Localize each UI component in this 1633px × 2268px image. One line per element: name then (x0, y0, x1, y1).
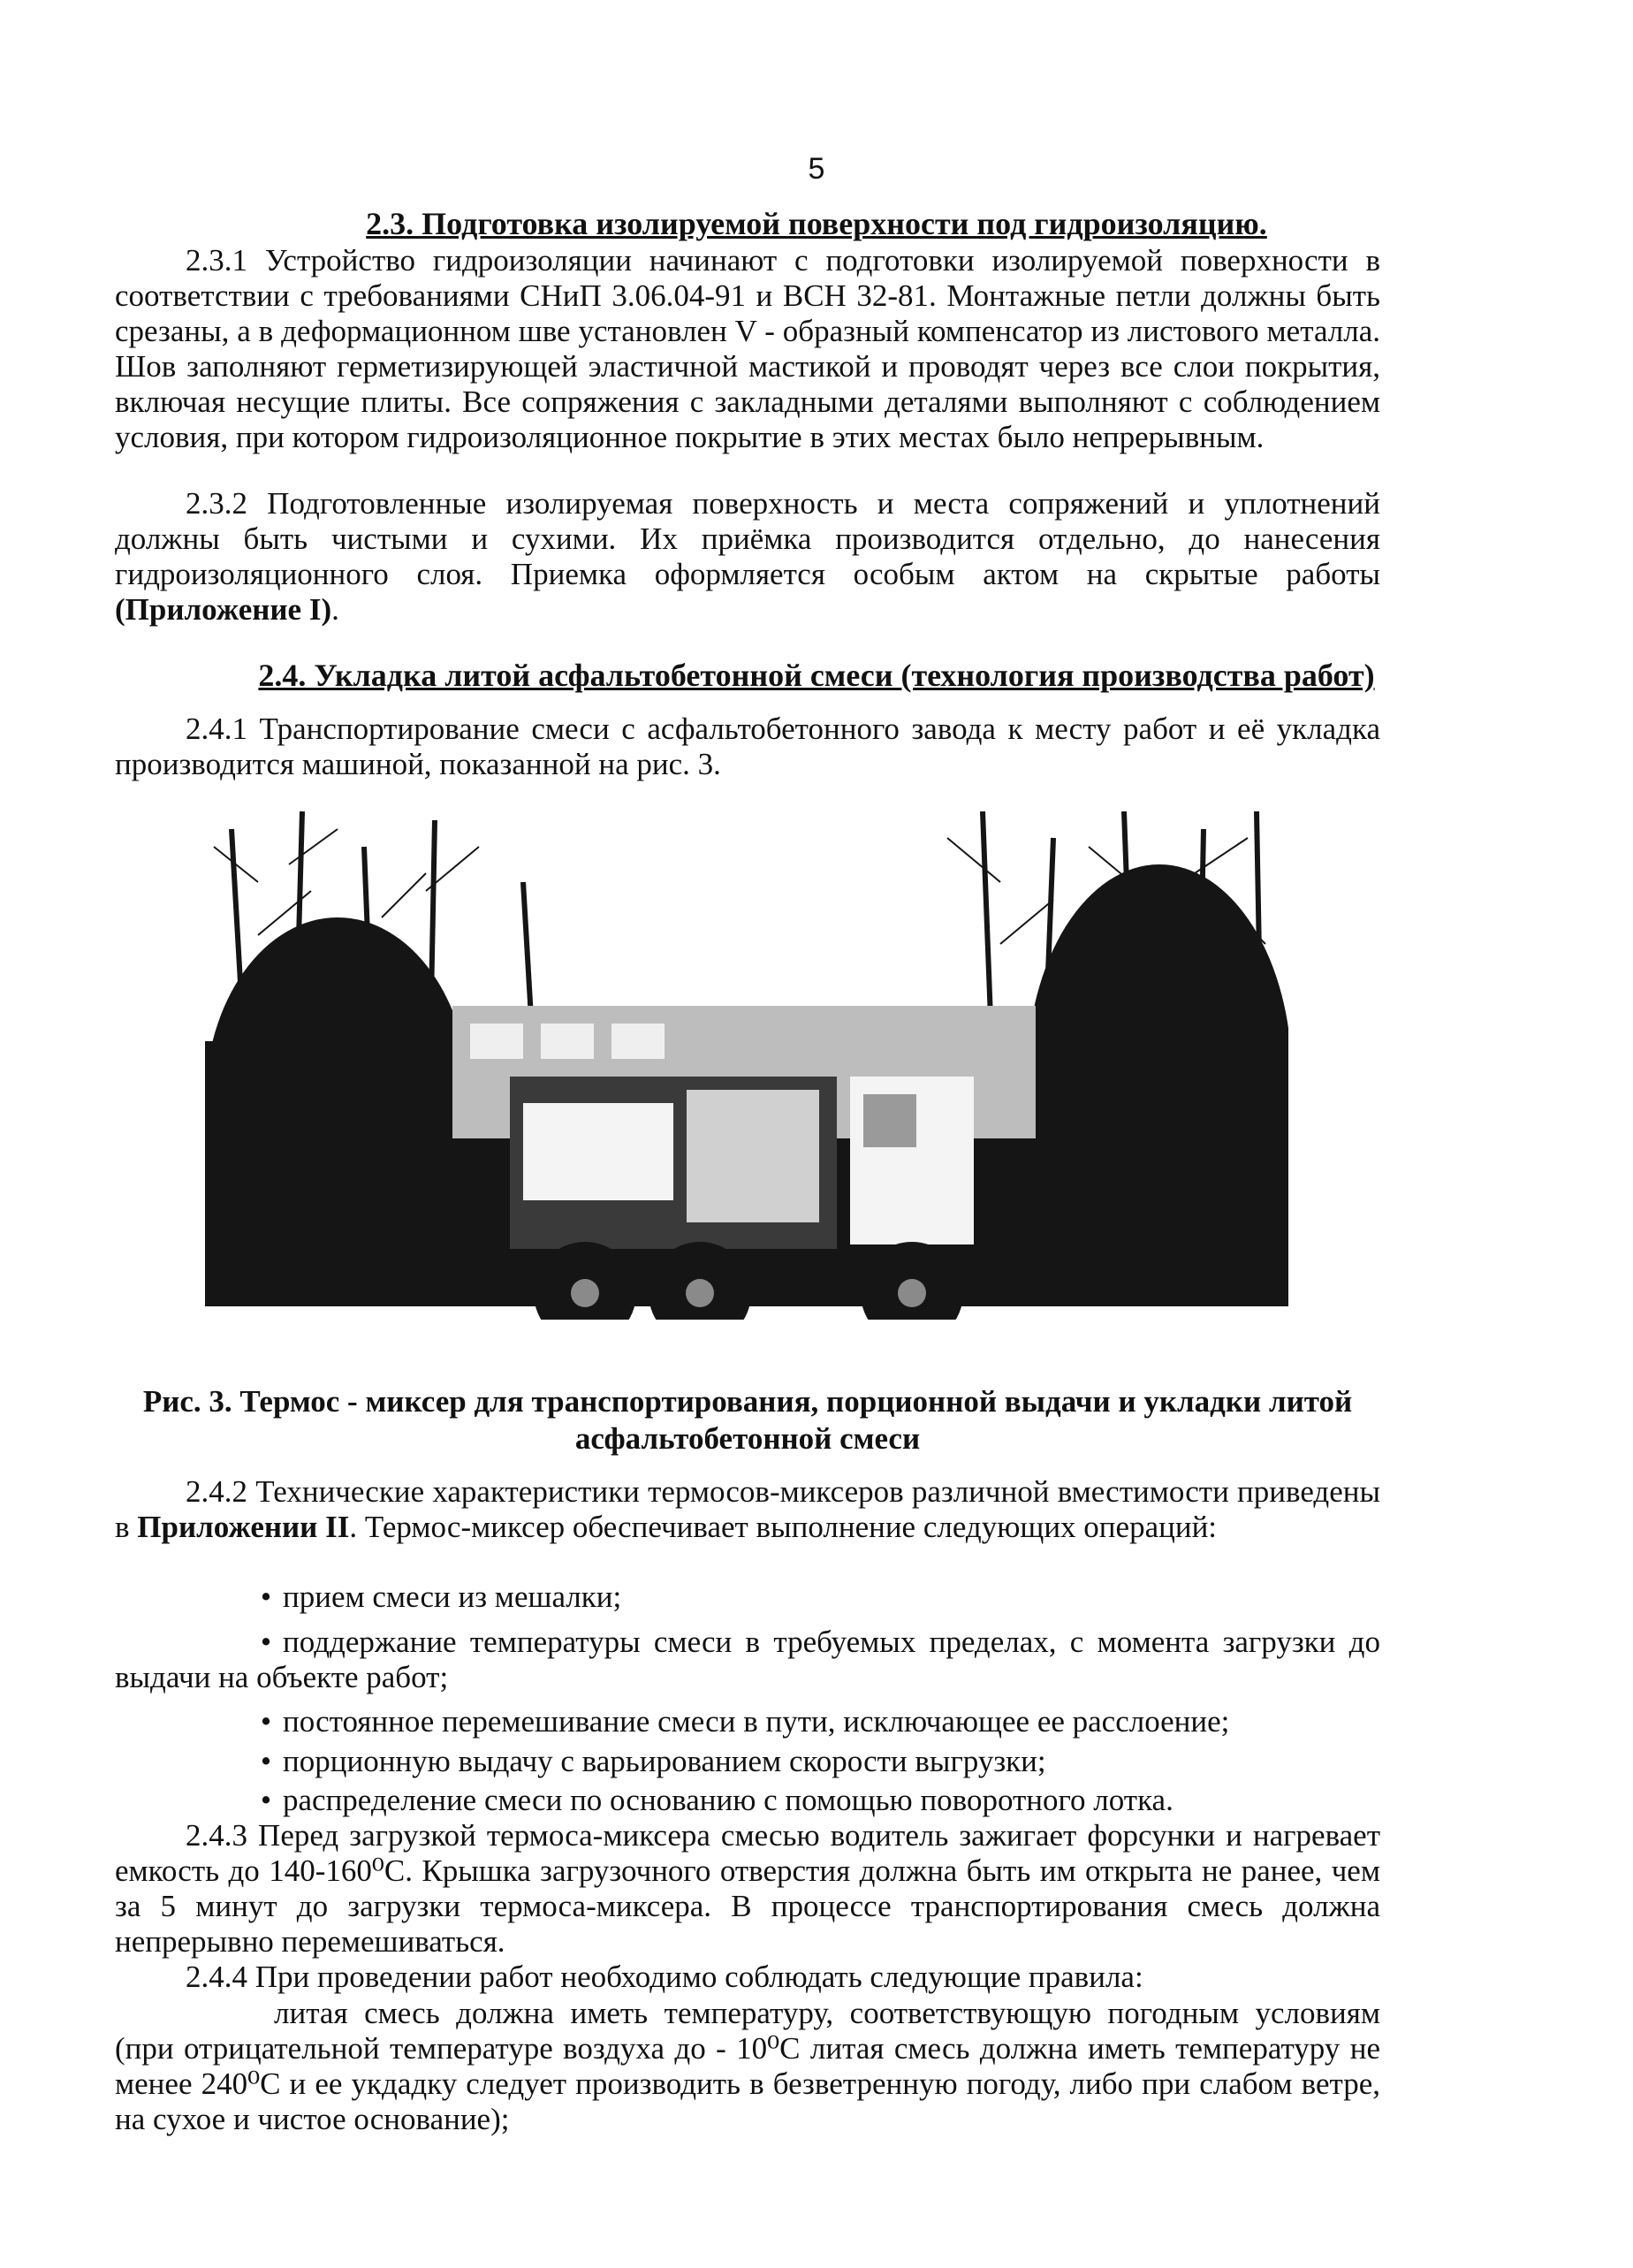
paragraph-2-4-2 (115, 1474, 1380, 1545)
paragraph-2-3-2 (115, 486, 1380, 628)
appendix-reference: Приложении II (137, 1510, 350, 1544)
bullet-text: прием смеси из мешалки; (283, 1579, 622, 1614)
paragraph-end: . Термос-миксер обеспечивает выполнение следующих операций: (349, 1510, 1218, 1544)
paragraph-2-3-1 (115, 243, 1380, 455)
cab-window (863, 1094, 916, 1147)
bullet-item (115, 1625, 1380, 1695)
bullet-dot-icon: • (260, 1744, 272, 1778)
paragraph-text: 2.4.2 Технические характеристики термосов-миксеров различной вместимости приведены в (115, 1474, 1380, 1544)
bullet-text: распределение смеси по основанию с помощью поворотного лотка. (283, 1783, 1173, 1817)
bullet-dot-icon: • (260, 1579, 272, 1614)
paragraph-2-4-3 (115, 1818, 1380, 1960)
photo-ground (205, 1320, 1288, 1352)
appendix-reference: (Приложение I) (115, 592, 332, 627)
bullet-text: постоянное перемешивание смеси в пути, исключающее ее расслоение; (283, 1704, 1230, 1739)
paragraph-2-4-4 (115, 1960, 1380, 1995)
figure-thermos-mixer-photo (205, 811, 1288, 1352)
bullet-dot-icon: • (260, 1625, 272, 1659)
figure-caption (115, 1383, 1380, 1457)
paragraph-2-4-1 (115, 712, 1380, 782)
bullet-text: порционную выдачу с варьированием скорости выгрузки; (283, 1744, 1046, 1778)
figure-caption-line-1: Рис. 3. Термос - миксер для транспортирования, порционной выдачи и укладки литой (142, 1384, 1353, 1419)
figure-caption-line-2: асфальтобетонной смеси (574, 1421, 921, 1456)
paragraph-text: 2.4.4 При проведении работ необходимо соблюдать следующие правила: (186, 1960, 1143, 1994)
bullet-dot-icon: • (260, 1783, 272, 1817)
bullet-item (115, 1744, 1380, 1779)
paragraph-text: 2.3.1 Устройство гидроизоляции начинают с подготовки изолируемой поверхности в соответствии с требованиями СНиП 3.06.04-91 и ВСН 32-81. Монтажные петли должны быть срезаны, а в деформационном шве установлен V - образный компенсатор из листового металла. Шов заполняют герметизирующей эластичной мастикой и проводят через все слои покрытия, включая несущие плиты. Все сопряжения с закладными деталями выполняют с соблюдением условия, при котором гидроизоляционное покрытие в этих местах было непрерывным. (115, 243, 1380, 454)
paragraph-text: литая смесь должна иметь температуру, соответствующую погодным условиям (при отрицательной температуре воздуха до - 10⁰С литая смесь должна иметь температуру не менее 240⁰С и ее укдадку следует производить в безветренную погоду, либо при слабом ветре, на сухое и чистое основание); (115, 1996, 1380, 2136)
paragraph-end: . (331, 592, 339, 627)
bullet-text: поддержание температуры смеси в требуемых пределах, с момента загрузки до выдачи на объекте работ; (115, 1625, 1380, 1694)
section-2-4-heading: 2.4. Укладка литой асфальтобетонной смеси (технология производства работ) (258, 658, 1375, 693)
bullet-item (115, 1579, 1380, 1615)
paragraph-text: 2.4.1 Транспортирование смеси с асфальтобетонного завода к месту работ и её укладка производится машиной, показанной на рис. 3. (115, 712, 1380, 781)
bullet-dot-icon: • (260, 1704, 272, 1739)
page-number: 5 (808, 152, 825, 186)
paragraph-text: 2.4.3 Перед загрузкой термоса-миксера смесью водитель зажигает форсунки и нагревает емкость до 140-160⁰С. Крышка загрузочного отверстия должна быть им открыта не ранее, чем за 5 минут до загрузки термоса-миксера. В процессе транспортирования смесь должна непрерывно перемешиваться. (115, 1818, 1380, 1959)
section-2-3-heading: 2.3. Подготовка изолируемой поверхности под гидроизоляцию. (366, 206, 1267, 241)
paragraph-2-4-4-rule (115, 1996, 1380, 2137)
bullet-item (115, 1704, 1380, 1739)
paragraph-text: 2.3.2 Подготовленные изолируемая поверхность и места сопряжений и уплотнений должны быть чистыми и сухими. Их приёмка производится отдельно, до нанесения гидроизоляционного слоя. Приемка оформляется особым актом на скрытые работы (115, 486, 1380, 591)
bullet-item (115, 1783, 1380, 1818)
